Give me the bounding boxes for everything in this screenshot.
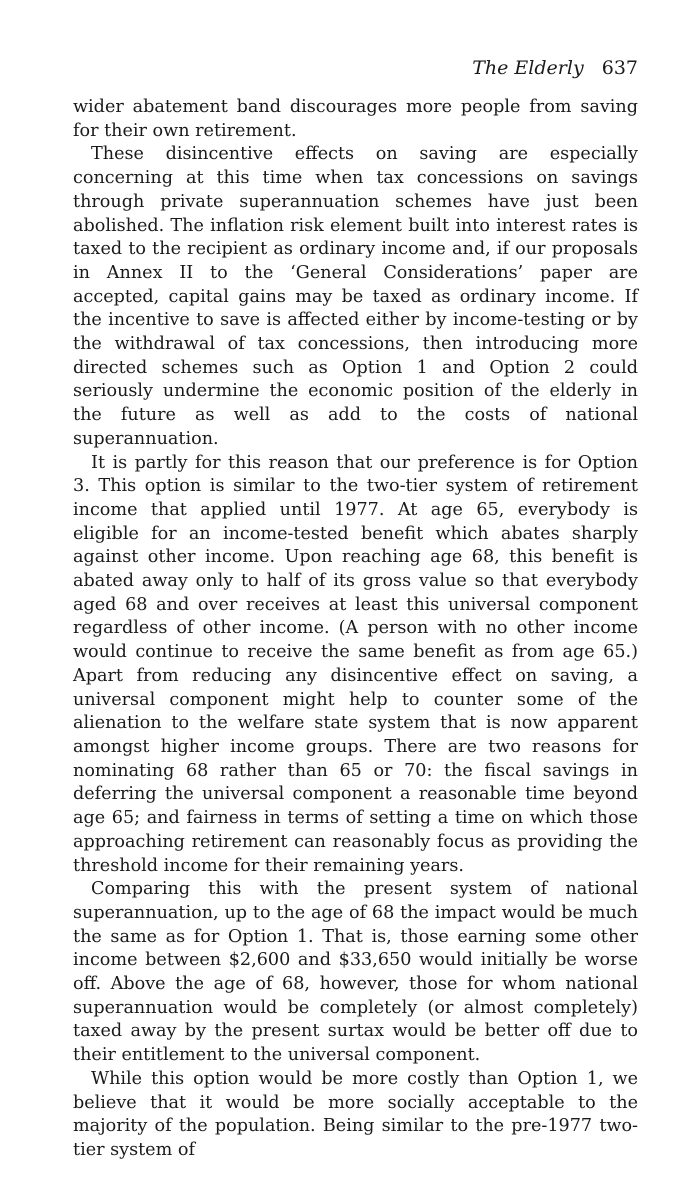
paragraph: It is partly for this reason that our preference is for Option 3. This option is similar to the two-tier system of retirement income that applied until 1977. At age 65, everybody is eligible for an income-tested benefit which abates sharply against other income. Upon reaching age 68, this benefit is abated away only to half of its gross value so that everybody aged 68 and over receives at least this universal component regardless of other income. (A person with no other income would continue to receive the same benefit as from age 65.) Apart from reducing any disincentive effect on saving, a universal component might help to counter some of the alienation to the welfare state system that is now apparent amongst higher income groups. There are two reasons for nominating 68 rather than 65 or 70: the fiscal savings in deferring the universal component a reasonable time beyond age 65; and fairness in terms of setting a time on which those approaching retirement can reasonably focus as providing the threshold income for their remaining years. [73,452,638,876]
paragraph: While this option would be more costly than Option 1, we believe that it would be more socially acceptable to the majority of the population. Being similar to the pre-1977 two-tier system of [73,1068,638,1160]
page-number: 637 [601,57,638,79]
paragraph-continued: wider abatement band discourages more people from saving for their own retirement. [73,97,638,141]
running-title: The Elderly [472,57,584,79]
paragraph: Comparing this with the present system of national superannuation, up to the age of 68 the impact would be much the same as for Option 1. That is, those earning some other income between $2,600 and $33,650 would initially be worse off. Above the age of 68, however, those for whom national superannuation would be completely (or almost completely) taxed away by the present surtax would be better off due to their entitlement to the universal component. [73,879,638,1066]
paragraph: These disincentive effects on saving are especially concerning at this time when tax concessions on savings through private superannuation schemes have just been abolished. The inflation risk element built into interest rates is taxed to the recipient as ordinary income and, if our proposals in Annex II to the ‘General Considerations’ paper are accepted, capital gains may be taxed as ordinary income. If the incentive to save is affected either by income-testing or by the withdrawal of tax concessions, then introducing more directed schemes such as Option 1 and Option 2 could seriously undermine the economic position of the elderly in the future as well as add to the costs of national superannuation. [73,144,638,449]
running-header [472,56,638,80]
body-text [73,96,638,1163]
